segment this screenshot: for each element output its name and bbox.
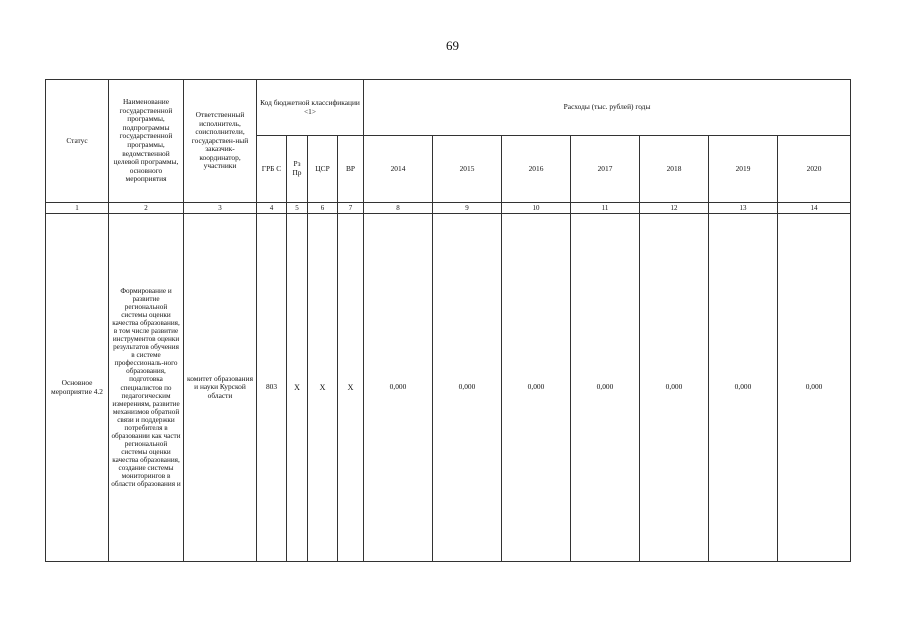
row-value-2017: 0,000 — [571, 214, 640, 562]
column-number: 12 — [640, 203, 709, 214]
row-value-2019: 0,000 — [709, 214, 778, 562]
header-year: 2014 — [364, 136, 433, 203]
header-executor: Ответственный исполнитель, соисполнители, государствен-ный заказчик-координатор, участники — [184, 80, 257, 203]
row-value-2018: 0,000 — [640, 214, 709, 562]
header-row-1 — [46, 80, 851, 136]
row-grbs: 803 — [257, 214, 287, 562]
row-value-2016: 0,000 — [502, 214, 571, 562]
header-expenses: Расходы (тыс. рублей) годы — [364, 80, 851, 136]
column-number: 6 — [308, 203, 338, 214]
column-number: 3 — [184, 203, 257, 214]
page-number: 69 — [446, 38, 459, 53]
row-name: Формирование и развитие региональной системы оценки качества образования, в том числе развитие инструментов оценки результатов обучения в системе профессиональ-ного образования, подготовка специалистов по педагогическим измерениям, развитие механизмов обратной связи и поддержки потребителя в образовании как части региональной системы оценки качества образования, создание системы мониторингов в области образования и — [109, 214, 184, 562]
header-year: 2015 — [433, 136, 502, 203]
row-executor: комитет образования и науки Курской области — [184, 214, 257, 562]
header-csr: ЦСР — [308, 136, 338, 203]
column-number: 11 — [571, 203, 640, 214]
column-number-row — [46, 203, 851, 214]
row-value-2020: 0,000 — [778, 214, 851, 562]
header-year: 2016 — [502, 136, 571, 203]
header-year: 2019 — [709, 136, 778, 203]
column-number: 7 — [338, 203, 364, 214]
row-status: Основное мероприятие 4.2 — [46, 214, 109, 562]
row-vr: X — [338, 214, 364, 562]
column-number: 10 — [502, 203, 571, 214]
header-year: 2017 — [571, 136, 640, 203]
header-grbs: ГРБ С — [257, 136, 287, 203]
row-rzpr: X — [287, 214, 308, 562]
row-value-2014: 0,000 — [364, 214, 433, 562]
header-rzpr: Рз Пр — [287, 136, 308, 203]
header-budget-code: Код бюджетной классификации <1> — [257, 80, 364, 136]
column-number: 9 — [433, 203, 502, 214]
header-year: 2020 — [778, 136, 851, 203]
header-year: 2018 — [640, 136, 709, 203]
row-csr: X — [308, 214, 338, 562]
column-number: 2 — [109, 203, 184, 214]
header-vr: ВР — [338, 136, 364, 203]
budget-table — [45, 79, 851, 562]
column-number: 4 — [257, 203, 287, 214]
column-number: 5 — [287, 203, 308, 214]
header-status: Статус — [46, 80, 109, 203]
column-number: 13 — [709, 203, 778, 214]
column-number: 14 — [778, 203, 851, 214]
column-number: 8 — [364, 203, 433, 214]
table-row — [46, 214, 851, 562]
row-value-2015: 0,000 — [433, 214, 502, 562]
column-number: 1 — [46, 203, 109, 214]
header-name: Наименование государственной программы, подпрограммы государственной программы, ведомственной целевой программы, основного мероприятия — [109, 80, 184, 203]
